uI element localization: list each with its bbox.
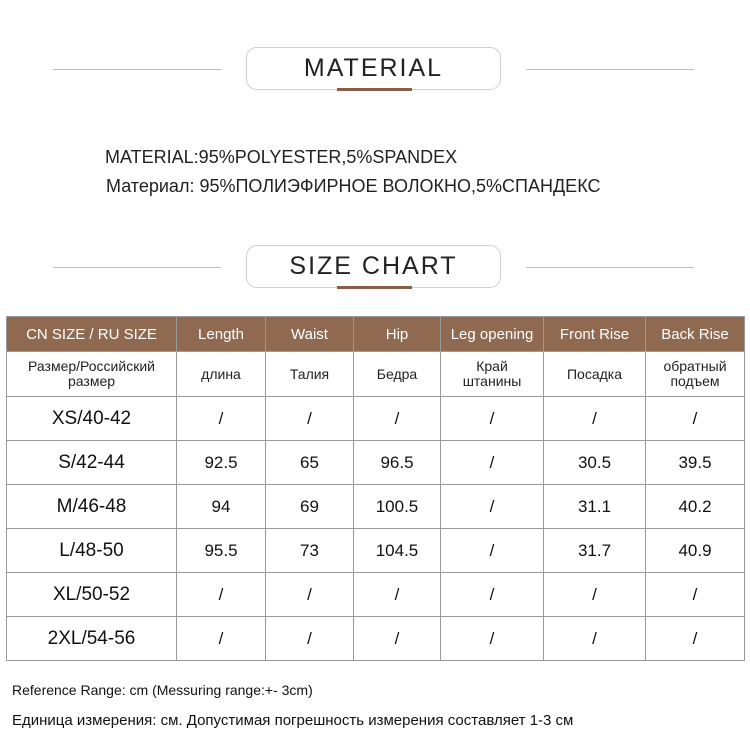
value-cell: 65 [266, 441, 354, 485]
header-cell-ru: Посадка [544, 352, 646, 397]
material-composition-ru: Материал: 95%ПОЛИЭФИРНОЕ ВОЛОКНО,5%СПАНДЕКС [106, 176, 601, 196]
size-chart-heading: SIZE CHART [246, 245, 501, 288]
value-cell: / [354, 573, 441, 617]
value-cell: / [646, 397, 745, 441]
value-cell: 100.5 [354, 485, 441, 529]
header-cell-ru: Талия [266, 352, 354, 397]
value-cell: 31.7 [544, 529, 646, 573]
size-chart-section-header [0, 245, 750, 305]
value-cell: / [441, 617, 544, 661]
value-cell: 31.1 [544, 485, 646, 529]
value-cell: / [266, 397, 354, 441]
size-cell: L/48-50 [7, 529, 177, 573]
value-cell: 104.5 [354, 529, 441, 573]
reference-range-en: Reference Range: cm (Messuring range:+- 3cm) [12, 682, 313, 698]
header-cell-ru: обратный подъем [646, 352, 745, 397]
divider-right [526, 69, 694, 70]
size-chart-table [6, 316, 745, 661]
header-cell: Front Rise [544, 317, 646, 352]
size-cell: XL/50-52 [7, 573, 177, 617]
value-cell: / [646, 617, 745, 661]
value-cell: 95.5 [177, 529, 266, 573]
heading-accent-bar [337, 88, 412, 91]
size-cell: 2XL/54-56 [7, 617, 177, 661]
size-cell: M/46-48 [7, 485, 177, 529]
value-cell: 96.5 [354, 441, 441, 485]
value-cell: / [441, 397, 544, 441]
value-cell: / [177, 617, 266, 661]
size-cell: XS/40-42 [7, 397, 177, 441]
value-cell: / [354, 617, 441, 661]
header-cell-ru: длина [177, 352, 266, 397]
reference-range-ru: Единица измерения: см. Допустимая погрешность измерения составляет 1-3 см [12, 712, 574, 729]
divider-left [53, 267, 221, 268]
material-heading: MATERIAL [246, 47, 501, 90]
value-cell: / [441, 573, 544, 617]
value-cell: 94 [177, 485, 266, 529]
table-row [7, 573, 745, 617]
table-row [7, 441, 745, 485]
value-cell: / [544, 573, 646, 617]
material-section-header [0, 47, 750, 107]
table-row [7, 617, 745, 661]
divider-left [53, 69, 221, 70]
value-cell: / [441, 529, 544, 573]
value-cell: / [177, 573, 266, 617]
value-cell: / [266, 573, 354, 617]
header-cell: Back Rise [646, 317, 745, 352]
header-cell: Length [177, 317, 266, 352]
table-header-ru [7, 352, 745, 397]
value-cell: 39.5 [646, 441, 745, 485]
value-cell: / [646, 573, 745, 617]
value-cell: 92.5 [177, 441, 266, 485]
divider-right [526, 267, 694, 268]
value-cell: 30.5 [544, 441, 646, 485]
header-cell: CN SIZE / RU SIZE [7, 317, 177, 352]
header-cell-ru: Край штанины [441, 352, 544, 397]
material-composition-en: MATERIAL:95%POLYESTER,5%SPANDEX [105, 147, 458, 167]
value-cell: / [441, 441, 544, 485]
table-row [7, 485, 745, 529]
header-cell: Leg opening [441, 317, 544, 352]
table-header-en [7, 317, 745, 352]
table-row [7, 529, 745, 573]
header-cell: Waist [266, 317, 354, 352]
value-cell: / [177, 397, 266, 441]
value-cell: 73 [266, 529, 354, 573]
value-cell: / [266, 617, 354, 661]
header-cell-ru: Бедра [354, 352, 441, 397]
value-cell: 40.9 [646, 529, 745, 573]
value-cell: 40.2 [646, 485, 745, 529]
value-cell: 69 [266, 485, 354, 529]
value-cell: / [441, 485, 544, 529]
value-cell: / [544, 617, 646, 661]
table-row [7, 397, 745, 441]
heading-accent-bar [337, 286, 412, 289]
header-cell: Hip [354, 317, 441, 352]
size-cell: S/42-44 [7, 441, 177, 485]
header-cell-ru: Размер/Российский размер [7, 352, 177, 397]
value-cell: / [354, 397, 441, 441]
value-cell: / [544, 397, 646, 441]
